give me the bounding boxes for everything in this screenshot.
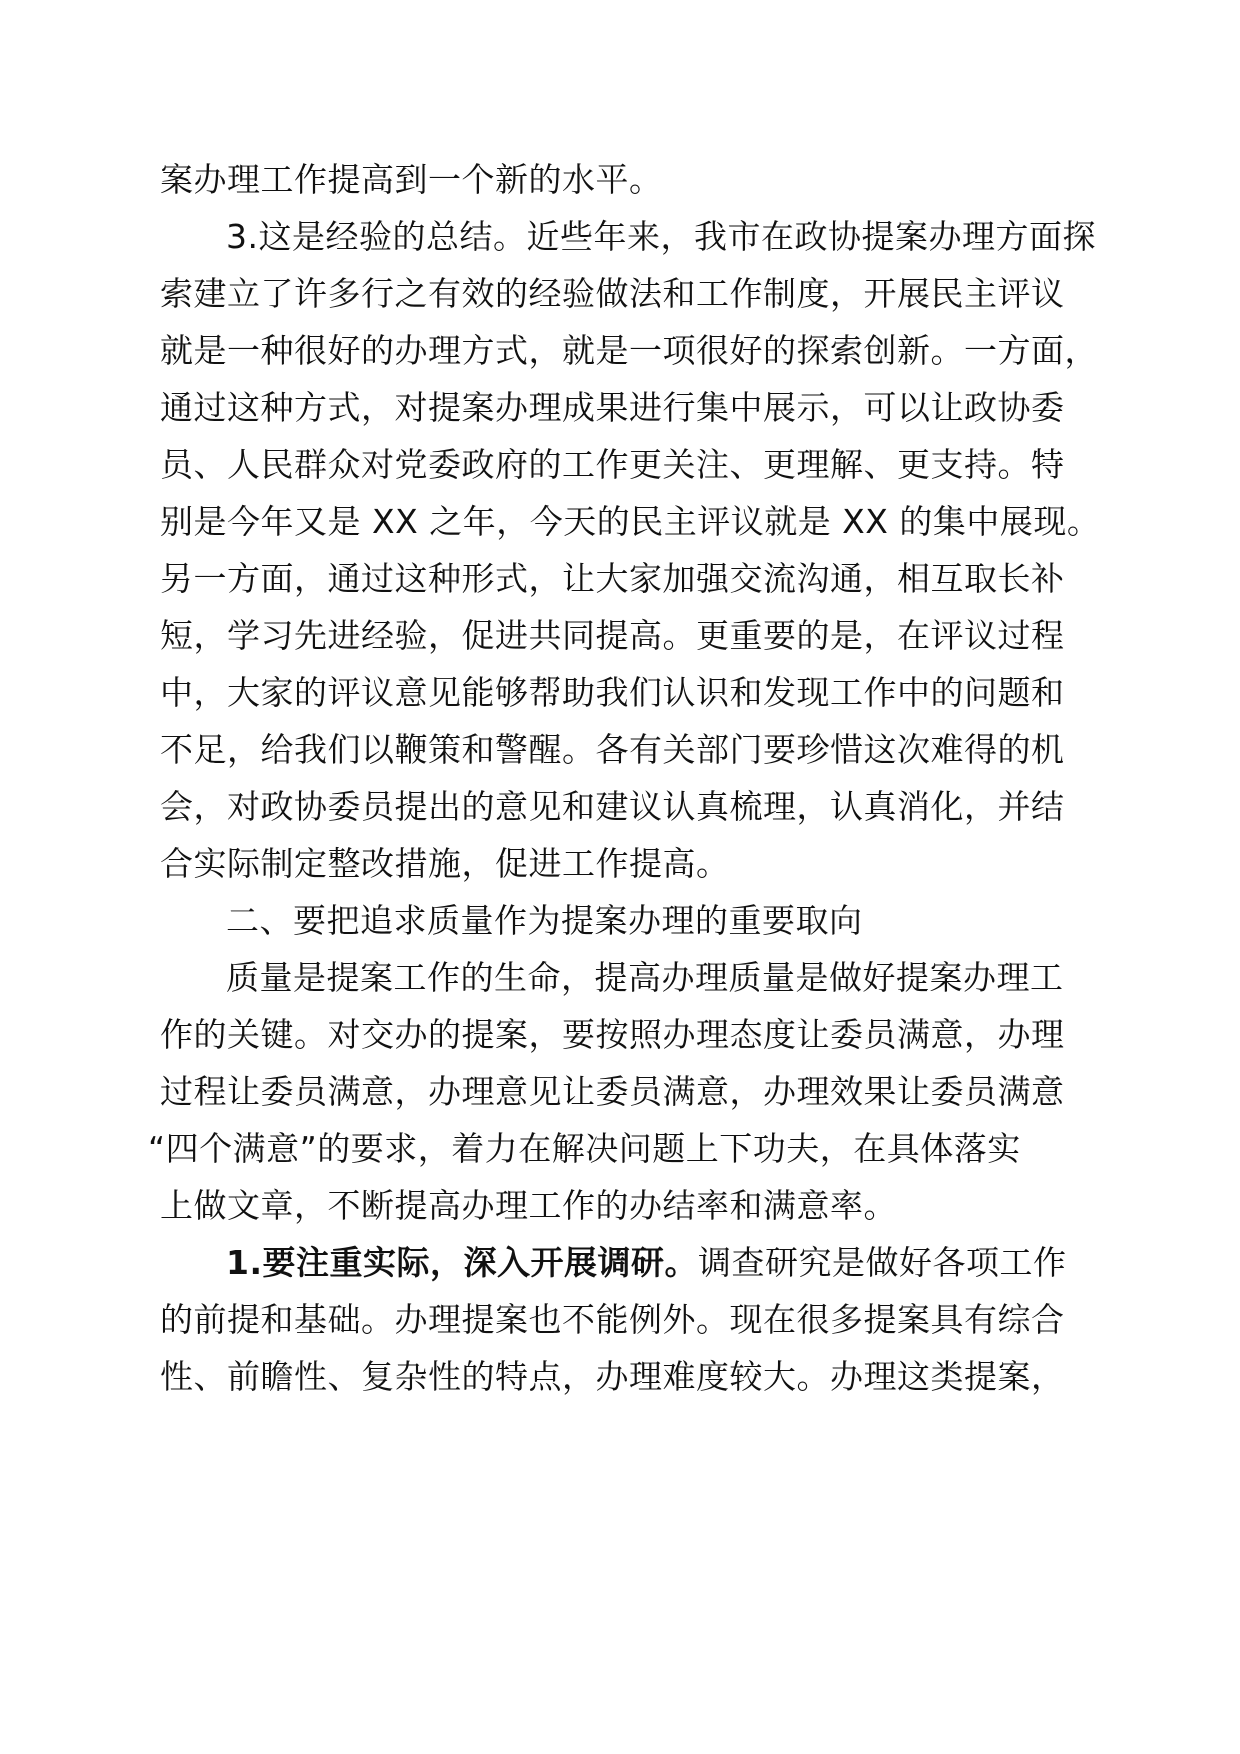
bold-subheading: 1.要注重实际，深入开展调研。 [226,1243,698,1282]
text-line: 性、前瞻性、复杂性的特点，办理难度较大。办理这类提案， [160,1357,1065,1396]
text-line: 合实际制定整改措施，促进工作提高。 [160,844,730,883]
text-line: 的前提和基础。办理提案也不能例外。现在很多提案具有综合 [160,1300,1065,1339]
text-line: 作的关键。对交办的提案，要按照办理态度让委员满意，办理 [160,1015,1065,1054]
text-line: 质量是提案工作的生命，提高办理质量是做好提案办理工 [226,958,1064,997]
text-line: 上做文章，不断提高办理工作的办结率和满意率。 [160,1186,897,1225]
text-line: 就是一种很好的办理方式，就是一项很好的探索创新。一方面， [160,331,1098,370]
bold-paragraph-line [226,1241,1186,1285]
text-line: 别是今年又是 XX 之年，今天的民主评议就是 XX 的集中展现。 [160,502,1101,541]
text-line: 另一方面，通过这种形式，让大家加强交流沟通，相互取长补 [160,559,1065,598]
text-line: 员、人民群众对党委政府的工作更关注、更理解、更支持。特 [160,445,1065,484]
text-line: 短，学习先进经验，促进共同提高。更重要的是，在评议过程 [160,616,1065,655]
text-line: 案办理工作提高到一个新的水平。 [160,160,663,199]
text-line: 过程让委员满意，办理意见让委员满意，办理效果让委员满意 [160,1072,1065,1111]
text-line: 中，大家的评议意见能够帮助我们认识和发现工作中的问题和 [160,673,1065,712]
section-heading: 二、要把追求质量作为提案办理的重要取向 [226,901,863,940]
text-line: 通过这种方式，对提案办理成果进行集中展示，可以让政协委 [160,388,1065,427]
text-line: 不足，给我们以鞭策和警醒。各有关部门要珍惜这次难得的机 [160,730,1065,769]
text-line: 索建立了许多行之有效的经验做法和工作制度，开展民主评议 [160,274,1065,313]
text-line: 3.这是经验的总结。近些年来，我市在政协提案办理方面探 [226,217,1096,256]
paragraph-text: 调查研究是做好各项工作 [698,1243,1067,1282]
text-line: 会，对政协委员提出的意见和建议认真梳理，认真消化，并结 [160,787,1065,826]
text-line: “四个满意”的要求，着力在解决问题上下功夫，在具体落实 [148,1129,1021,1168]
